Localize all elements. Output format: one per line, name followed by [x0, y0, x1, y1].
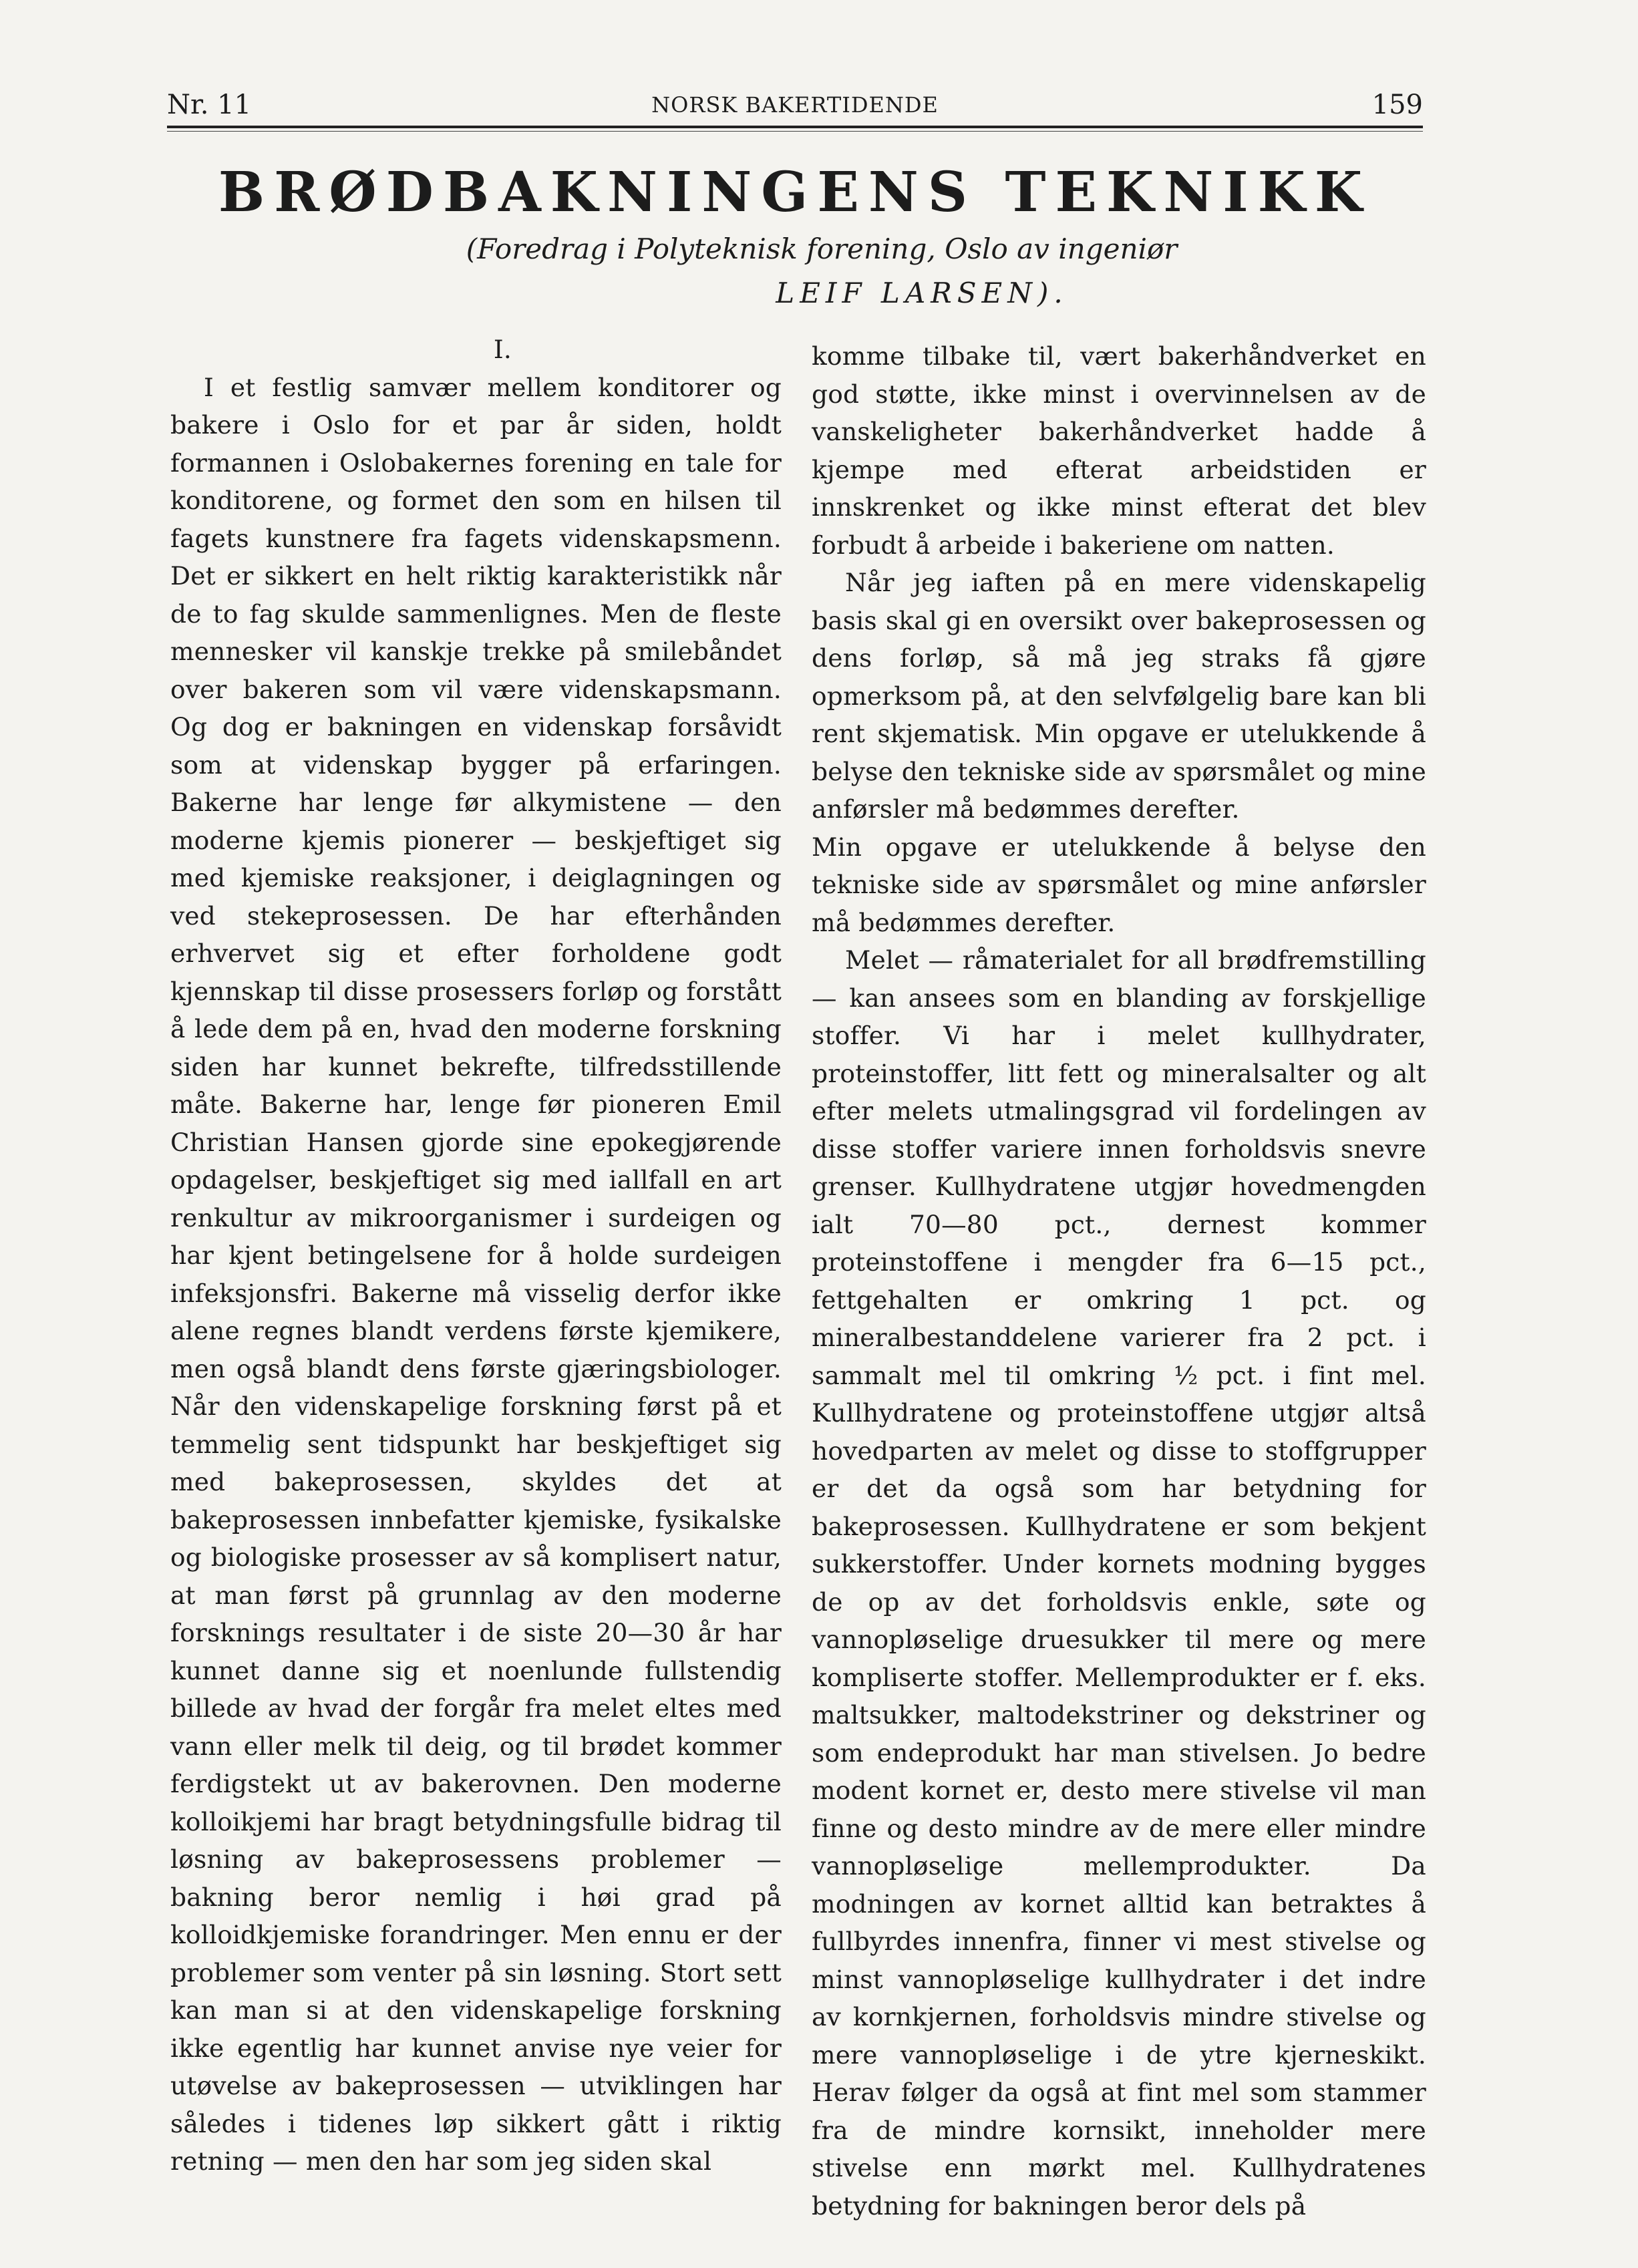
header-rule-thin — [167, 131, 1423, 132]
body-paragraph: Melet — råmaterialet for all brødfremstilling — kan ansees som en blanding av forskjellige stoffer. Vi har i melet kullhydrater, proteinstoffer, litt fett og mineralsalter og alt efter melets utmalingsgrad vil fordelingen av disse stoffer variere innen forholdsvis snevre grenser. Kullhydratene utgjør hovedmengden ialt 70—80 pct., dernest kommer proteinstoffene i mengder fra 6—15 pct., fettgehalten er omkring 1 pct. og mineralbestanddelene varierer fra 2 pct. i sammalt mel til omkring ½ pct. i fint mel. Kullhydratene og proteinstoffene utgjør altså hovedparten av melet og disse to stoffgrupper er det da også som har betydning for bakeprosessen. Kullhydratene er som bekjent sukkerstoffer. Under kornets modning bygges de op av det forholdsvis enkle, søte og vannopløselige druesukker til mere og mere kompliserte stoffer. Mellemprodukter er f. eks. maltsukker, maltodekstriner og dekstriner og som endeprodukt har man stivelsen. Jo bedre modent kornet er, desto mere stivelse vil man finne og desto mindre av de mere eller mindre vannopløselige mellemprodukter. Da modningen av kornet alltid kan betraktes å fullbyrdes innenfra, finner vi mest stivelse og minst vannopløselige kullhydrater i det indre av kornkjernen, forholdsvis mindre stivelse og mere vannopløselige i de ytre kjerneskikt. Herav følger da også at fint mel som stammer fra de mindre kornsikt, inneholder mere stivelse enn mørkt mel. Kullhydratenes betydning for bakningen beror dels på — [812, 945, 1426, 2221]
body-paragraph: Min opgave er utelukkende å belyse den tekniske side av spørsmålet og mine anførsler må bedømmes derefter. — [812, 832, 1426, 937]
article-subtitle — [387, 227, 1256, 315]
header-rule — [167, 126, 1423, 128]
section-number: I. — [493, 335, 512, 364]
running-header — [167, 86, 1423, 126]
journal-name: NORSK BAKERTIDENDE — [651, 92, 939, 118]
body-paragraph: I et festlig samvær mellem konditorer og bakere i Oslo for et par år siden, holdt formannen i Oslobakernes forening en tale for konditorene, og formet den som en hilsen til fagets kunstnere fra fagets videnskapsmenn. Det er sikkert en helt riktig karakteristikk når de to fag skulde sammenlignes. Men de fleste mennesker vil kanskje trekke på smilebåndet over bakeren som vil være videnskapsmann. Og dog er bakningen en videnskap forsåvidt som at videnskap bygger på erfaringen. Bakerne har lenge før alkymistene — den moderne kjemis pionerer — beskjeftiget sig med kjemiske reaksjoner, i deiglagningen og ved stekeprosessen. De har efterhånden erhvervet sig et efter forholdene godt kjennskap til disse prosessers forløp og forstått å lede dem på en, hvad den moderne forskning siden har kunnet bekrefte, tilfredsstillende måte. Bakerne har, lenge før pioneren Emil Christian Hansen gjorde sine epokegjørende opdagelser, beskjeftiget sig med iallfall en art renkultur av mikroorganismer i surdeigen og har kjent betingelsene for å holde surdeigen infeksjonsfri. Bakerne må visselig derfor ikke alene regnes blandt verdens første kjemikere, men også blandt dens første gjæringsbiologer. Når den videnskapelige forskning først på et temmelig sent tidspunkt har beskjeftiget sig med bakeprosessen, skyldes det at bakeprosessen innbefatter kjemiske, fysikalske og biologiske prosesser av så komplisert natur, at man først på grunnlag av den moderne forsknings resultater i de siste 20—30 år har kunnet danne sig et noenlunde fullstendig billede av hvad der forgår fra melet eltes med vann eller melk til deig, og til brødet kommer ferdigstekt ut av bakerovnen. Den moderne kolloikjemi har bragt betydningsfulle bidrag til løsning av bakeprosessens problemer — bakning beror nemlig i høi grad på kolloidkjemiske forandringer. Men ennu er der problemer som venter på sin løsning. Stort sett kan man si at den videnskapelige forskning ikke egentlig har kunnet anvise nye veier for utøvelse av bakeprosessen — utviklingen har således i tidenes løp sikkert gått i riktig retning — men den har som jeg siden skal — [170, 372, 782, 2176]
right-column — [812, 337, 1426, 2225]
issue-number: Nr. 11 — [167, 90, 252, 120]
page-number: 159 — [1371, 90, 1423, 120]
subtitle-venue: (Foredrag i Polyteknisk forening, Oslo av ingeniør — [466, 232, 1178, 265]
body-paragraph: Når jeg iaften på en mere videnskapelig basis skal gi en oversikt over bakeprosessen og dens forløp, så må jeg straks få gjøre opmerksom på, at den selvfølgelig bare kan bli rent skjematisk. Min opgave er utelukkende å belyse den tekniske side av spørsmålet og mine anførsler må bedømmes derefter. — [812, 568, 1426, 824]
body-paragraph: komme tilbake til, vært bakerhåndverket en god støtte, ikke minst i overvinnelsen av de vanskeligheter bakerhåndverket hadde å kjempe med efterat arbeidstiden er innskrenket og ikke minst efterat det blev forbudt å arbeide i bakeriene om natten. — [812, 341, 1426, 560]
subtitle-author: LEIF LARSEN). — [776, 277, 1068, 309]
left-column — [170, 331, 782, 2180]
article-title: BRØDBAKNINGENS TEKNIKK — [218, 160, 1372, 224]
